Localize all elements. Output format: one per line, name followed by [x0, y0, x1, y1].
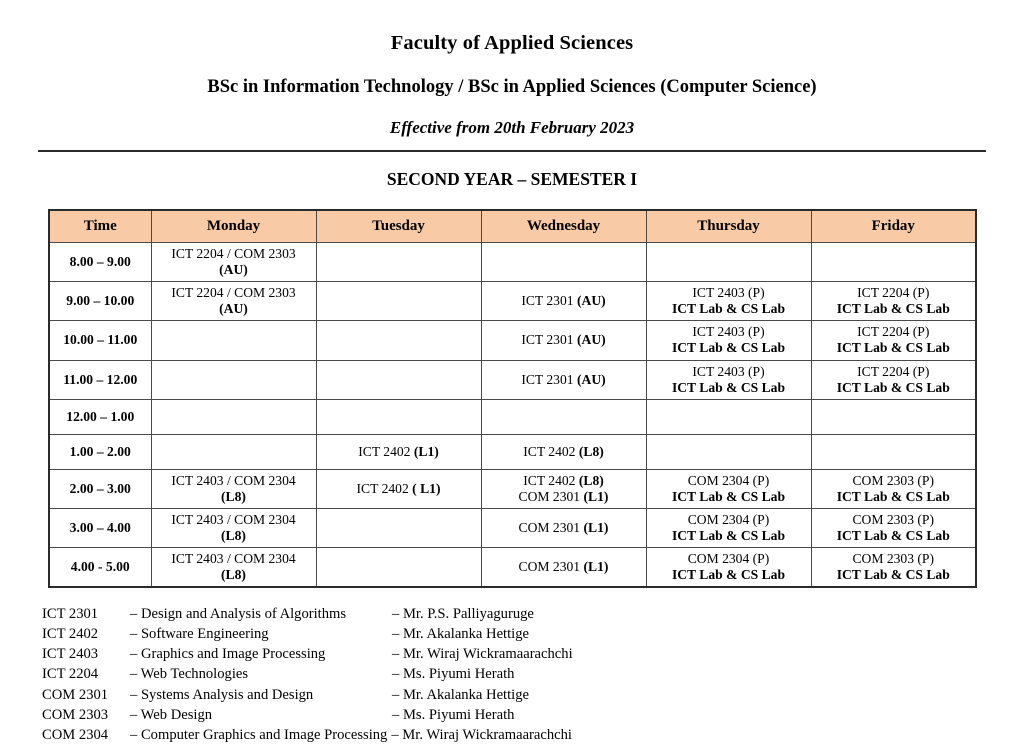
session-line: ICT 2402 ( L1)	[356, 480, 441, 496]
session-line: COM 2304 (P)	[687, 472, 770, 488]
legend-lecturer-name: – Mr. Wiraj Wickramaarachchi	[391, 726, 572, 743]
legend-lecturer-name: – Ms. Piyumi Herath	[392, 666, 515, 683]
timetable-cell-tuesday[interactable]	[316, 399, 481, 434]
session-group-code: (AU)	[576, 293, 606, 309]
session-line: COM 2303 (P)	[852, 511, 935, 527]
session-line: ICT 2301 (AU)	[521, 332, 606, 348]
timetable-row	[49, 282, 976, 321]
timetable-cell-friday[interactable]	[811, 399, 976, 434]
faculty-title: Faculty of Applied Sciences	[390, 32, 634, 54]
time-slot-label: 8.00 – 9.00	[49, 243, 151, 282]
timetable-cell-tuesday[interactable]	[316, 469, 481, 508]
timetable-cell-friday[interactable]	[811, 434, 976, 469]
session-location: ICT Lab & CS Lab	[836, 379, 950, 395]
timetable-row	[49, 321, 976, 360]
timetable-row	[49, 547, 976, 587]
timetable-row	[49, 399, 976, 434]
session-location: ICT Lab & CS Lab	[836, 566, 950, 582]
timetable-cell-monday[interactable]	[151, 360, 316, 399]
timetable-cell-thursday[interactable]	[646, 434, 811, 469]
legend-course-name: – Web Design	[130, 706, 213, 723]
legend-row	[42, 644, 1024, 664]
legend-course-code: COM 2304	[42, 726, 109, 743]
timetable-cell-friday[interactable]	[811, 547, 976, 587]
timetable-column-header-friday: Friday	[811, 210, 976, 243]
timetable-column-header-tuesday: Tuesday	[316, 210, 481, 243]
session-line: COM 2301 (L1)	[518, 558, 609, 574]
timetable-cell-tuesday[interactable]	[316, 282, 481, 321]
time-slot-label: 4.00 - 5.00	[49, 547, 151, 587]
timetable-cell-tuesday[interactable]	[316, 547, 481, 587]
timetable-container	[48, 209, 975, 588]
session-group-code: (L1)	[583, 519, 609, 535]
session-location: ICT Lab & CS Lab	[671, 340, 786, 356]
timetable-column-header-wednesday: Wednesday	[481, 210, 646, 243]
timetable-cell-thursday[interactable]	[646, 547, 811, 587]
timetable-cell-wednesday[interactable]	[481, 469, 646, 508]
session-group-code: (L1)	[413, 443, 439, 459]
time-slot-label: 2.00 – 3.00	[49, 469, 151, 508]
time-slot-label: 10.00 – 11.00	[49, 321, 151, 360]
legend-row	[42, 664, 1024, 684]
session-group-code: (L8)	[578, 472, 604, 488]
timetable-cell-monday[interactable]	[151, 547, 316, 587]
timetable-cell-friday[interactable]	[811, 360, 976, 399]
session-location: (AU)	[219, 301, 248, 317]
session-location: ICT Lab & CS Lab	[836, 301, 950, 317]
legend-lecturer-name: – Mr. Akalanka Hettige	[392, 625, 529, 642]
session-line	[649, 489, 809, 505]
timetable-body	[49, 243, 976, 587]
session-line	[814, 340, 974, 356]
legend-lecturer-name: – Ms. Piyumi Herath	[392, 706, 515, 723]
session-location: ICT Lab & CS Lab	[671, 301, 786, 317]
legend-course-name: – Computer Graphics and Image Processing	[130, 726, 388, 743]
session-line: ICT 2301 (AU)	[521, 371, 606, 387]
timetable-cell-thursday[interactable]	[646, 508, 811, 547]
session-line: ICT 2403 / COM 2304	[171, 511, 296, 527]
legend-course-code: ICT 2403	[42, 646, 99, 663]
session-location: ICT Lab & CS Lab	[671, 488, 786, 504]
legend-row	[42, 705, 1024, 725]
timetable-cell-wednesday[interactable]	[481, 360, 646, 399]
timetable-cell-thursday[interactable]	[646, 321, 811, 360]
session-line: ICT 2403 (P)	[692, 324, 765, 340]
session-line	[814, 380, 974, 396]
session-line: ICT 2204 (P)	[857, 324, 930, 340]
session-line	[814, 301, 974, 317]
timetable-cell-thursday[interactable]	[646, 360, 811, 399]
effective-from-date: Effective from 20th February 2023	[389, 117, 635, 137]
session-line: ICT 2402 (L8)	[523, 443, 604, 459]
session-line	[649, 380, 809, 396]
session-line	[154, 262, 314, 278]
timetable-cell-wednesday[interactable]	[481, 547, 646, 587]
legend-course-code: ICT 2402	[42, 625, 99, 642]
timetable-column-header-monday: Monday	[151, 210, 316, 243]
timetable-cell-wednesday[interactable]	[481, 321, 646, 360]
session-line	[814, 528, 974, 544]
session-line: COM 2303 (P)	[852, 550, 935, 566]
session-line	[154, 567, 314, 583]
timetable-cell-wednesday[interactable]	[481, 434, 646, 469]
legend-row	[42, 685, 1024, 705]
semester-title: SECOND YEAR – SEMESTER I	[386, 168, 638, 189]
programme-title: BSc in Information Technology / BSc in Applied Sciences (Computer Science)	[207, 76, 817, 97]
time-slot-label: 12.00 – 1.00	[49, 399, 151, 434]
timetable-cell-monday[interactable]	[151, 399, 316, 434]
session-line	[649, 301, 809, 317]
timetable-column-header-thursday: Thursday	[646, 210, 811, 243]
time-slot-label: 9.00 – 10.00	[49, 282, 151, 321]
session-line: COM 2303 (P)	[852, 472, 935, 488]
session-line: ICT 2204 / COM 2303	[171, 246, 296, 262]
session-location: (AU)	[219, 262, 248, 278]
session-line: ICT 2403 (P)	[692, 285, 765, 301]
legend-course-code: ICT 2204	[42, 666, 99, 683]
legend-course-name: – Design and Analysis of Algorithms	[130, 605, 347, 622]
session-location: ICT Lab & CS Lab	[836, 527, 950, 543]
session-line: ICT 2403 / COM 2304	[171, 550, 296, 566]
timetable-cell-thursday[interactable]	[646, 469, 811, 508]
timetable-cell-thursday[interactable]	[646, 243, 811, 282]
legend-row	[42, 725, 1024, 745]
timetable-cell-monday[interactable]	[151, 282, 316, 321]
session-line	[814, 567, 974, 583]
timetable-cell-thursday[interactable]	[646, 399, 811, 434]
session-location: ICT Lab & CS Lab	[671, 379, 786, 395]
session-location: ICT Lab & CS Lab	[671, 527, 786, 543]
session-line	[649, 528, 809, 544]
session-location: (L8)	[221, 566, 246, 582]
header-divider	[38, 150, 986, 152]
timetable-column-header-time: Time	[49, 210, 151, 243]
session-line: ICT 2204 (P)	[857, 285, 930, 301]
legend-course-name: – Software Engineering	[130, 625, 269, 642]
timetable-cell-tuesday[interactable]	[316, 321, 481, 360]
session-group-code: (AU)	[576, 371, 606, 387]
time-slot-label: 1.00 – 2.00	[49, 434, 151, 469]
timetable-cell-friday[interactable]	[811, 321, 976, 360]
session-line: ICT 2402 (L1)	[358, 443, 439, 459]
timetable-row	[49, 360, 976, 399]
legend-lecturer-name: – Mr. Akalanka Hettige	[392, 686, 529, 703]
timetable-cell-wednesday[interactable]	[481, 282, 646, 321]
session-group-code: (L8)	[578, 443, 604, 459]
legend-row	[42, 604, 1024, 624]
timetable-row	[49, 434, 976, 469]
timetable-cell-monday[interactable]	[151, 508, 316, 547]
session-location: (L8)	[221, 488, 246, 504]
session-line: ICT 2403 / COM 2304	[171, 472, 296, 488]
session-line: COM 2304 (P)	[687, 550, 770, 566]
session-line: ICT 2402 (L8)	[523, 472, 604, 488]
timetable-row	[49, 243, 976, 282]
time-slot-label: 3.00 – 4.00	[49, 508, 151, 547]
session-group-code: ( L1)	[412, 480, 441, 496]
legend-row	[42, 624, 1024, 644]
session-group-code: (L1)	[583, 488, 609, 504]
session-line: COM 2304 (P)	[687, 511, 770, 527]
session-line: ICT 2204 (P)	[857, 363, 930, 379]
timetable-cell-friday[interactable]	[811, 282, 976, 321]
legend-course-code: ICT 2301	[42, 605, 99, 622]
session-line	[814, 489, 974, 505]
timetable-cell-friday[interactable]	[811, 469, 976, 508]
session-line	[154, 528, 314, 544]
session-line: COM 2301 (L1)	[518, 519, 609, 535]
session-group-code: (L1)	[583, 558, 609, 574]
session-line: ICT 2204 / COM 2303	[171, 285, 296, 301]
session-location: ICT Lab & CS Lab	[836, 340, 950, 356]
session-line	[154, 301, 314, 317]
legend-course-name: – Systems Analysis and Design	[130, 686, 314, 703]
timetable-cell-tuesday[interactable]	[316, 360, 481, 399]
timetable-cell-friday[interactable]	[811, 508, 976, 547]
timetable-cell-wednesday[interactable]	[481, 399, 646, 434]
timetable-cell-monday[interactable]	[151, 321, 316, 360]
timetable-cell-wednesday[interactable]	[481, 508, 646, 547]
timetable-cell-wednesday[interactable]	[481, 243, 646, 282]
legend-course-name: – Graphics and Image Processing	[130, 646, 326, 663]
legend-lecturer-name: – Mr. Wiraj Wickramaarachchi	[392, 646, 573, 663]
timetable	[48, 209, 977, 588]
timetable-header-row	[49, 210, 976, 243]
legend-course-name: – Web Technologies	[130, 666, 249, 683]
legend-course-code: COM 2303	[42, 706, 109, 723]
timetable-row	[49, 469, 976, 508]
timetable-cell-monday[interactable]	[151, 469, 316, 508]
timetable-cell-tuesday[interactable]	[316, 508, 481, 547]
timetable-cell-friday[interactable]	[811, 243, 976, 282]
session-location: (L8)	[221, 527, 246, 543]
session-group-code: (AU)	[576, 332, 606, 348]
session-line: ICT 2301 (AU)	[521, 293, 606, 309]
session-line: ICT 2403 (P)	[692, 363, 765, 379]
document-header	[0, 0, 1024, 189]
legend-course-code: COM 2301	[42, 686, 109, 703]
session-line	[649, 567, 809, 583]
timetable-cell-monday[interactable]	[151, 434, 316, 469]
timetable-cell-tuesday[interactable]	[316, 434, 481, 469]
session-line	[154, 489, 314, 505]
session-line	[649, 340, 809, 356]
timetable-cell-monday[interactable]	[151, 243, 316, 282]
time-slot-label: 11.00 – 12.00	[49, 360, 151, 399]
session-location: ICT Lab & CS Lab	[836, 488, 950, 504]
legend-lecturer-name: – Mr. P.S. Palliyaguruge	[392, 605, 534, 622]
timetable-row	[49, 508, 976, 547]
session-location: ICT Lab & CS Lab	[671, 566, 786, 582]
timetable-cell-tuesday[interactable]	[316, 243, 481, 282]
timetable-cell-thursday[interactable]	[646, 282, 811, 321]
session-line: COM 2301 (L1)	[518, 488, 609, 504]
